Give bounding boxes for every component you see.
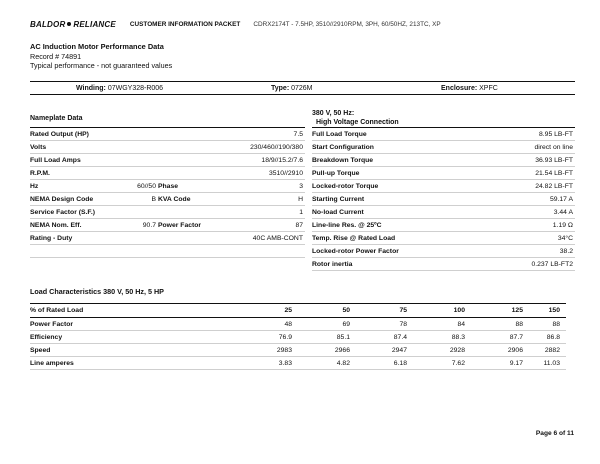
nameplate-row — [30, 180, 305, 193]
load-row-label: Line amperes — [30, 360, 74, 367]
baldor-reliance-logo: BALDOR RELIANCE — [30, 19, 116, 29]
nameplate-label: Hz — [30, 183, 39, 190]
nameplate-value: 60//50 — [137, 183, 156, 190]
performance-label: Temp. Rise @ Rated Load — [312, 235, 396, 242]
load-row — [30, 344, 566, 357]
nameplate-row — [30, 245, 305, 258]
performance-label: No-load Current — [312, 209, 364, 216]
record-number: Record # 74891 — [30, 51, 82, 61]
column-header: 50 — [342, 307, 350, 314]
nameplate-row — [30, 128, 305, 141]
load-characteristics-table — [30, 303, 566, 370]
nameplate-value: 230/460//190/380 — [250, 144, 303, 151]
performance-row — [312, 206, 575, 219]
performance-table — [312, 108, 575, 271]
load-cell: 88 — [515, 321, 523, 328]
nameplate-value: 90.7 — [142, 222, 156, 229]
performance-row — [312, 258, 575, 271]
nameplate-heading: Nameplate Data — [30, 108, 305, 128]
nameplate-label: Power Factor — [158, 222, 202, 229]
performance-label: Locked-rotor Torque — [312, 183, 379, 190]
nameplate-value: 18/9//15.2/7.6 — [261, 157, 303, 164]
nameplate-row — [30, 167, 305, 180]
document-title: AC Induction Motor Performance Data — [30, 42, 164, 51]
load-cell: 85.1 — [336, 334, 350, 341]
performance-value: 59.17 A — [549, 196, 573, 203]
nameplate-label: Volts — [30, 144, 47, 151]
performance-label: Rotor inertia — [312, 261, 353, 268]
load-cell: 3.83 — [278, 360, 292, 367]
load-row — [30, 331, 566, 344]
nameplate-label: R.P.M. — [30, 170, 50, 177]
performance-value: 0.237 LB-FT2 — [531, 261, 573, 268]
column-header: 75 — [399, 307, 407, 314]
nameplate-label: NEMA Nom. Eff. — [30, 222, 82, 229]
nameplate-label: Rated Output (HP) — [30, 131, 89, 138]
type-field: Type: 0726M — [271, 85, 313, 92]
load-cell: 6.18 — [393, 360, 407, 367]
nameplate-value: 7.5 — [293, 131, 303, 138]
load-cell: 48 — [284, 321, 292, 328]
performance-label: Start Configuration — [312, 144, 374, 151]
winding-field: Winding: 07WGY328-R006 — [76, 85, 164, 92]
column-header: 125 — [511, 307, 523, 314]
nameplate-value: 87 — [295, 222, 303, 229]
performance-label: Full Load Torque — [312, 131, 367, 138]
performance-row — [312, 128, 575, 141]
enclosure-field: Enclosure: XPFC — [441, 85, 498, 92]
performance-row — [312, 154, 575, 167]
performance-label: Starting Current — [312, 196, 365, 203]
nameplate-row — [30, 219, 305, 232]
performance-row — [312, 193, 575, 206]
performance-heading: 380 V, 50 Hz: High Voltage Connection — [312, 108, 575, 128]
page-number: Page 6 of 11 — [535, 430, 574, 437]
nameplate-value: H — [298, 196, 303, 203]
performance-value: 34°C — [557, 235, 573, 242]
nameplate-label: Phase — [158, 183, 179, 190]
load-row-label: Power Factor — [30, 321, 74, 328]
nameplate-value: 1 — [299, 209, 303, 216]
load-row-label: Speed — [30, 347, 51, 354]
load-cell: 69 — [342, 321, 350, 328]
nameplate-label: Service Factor (S.F.) — [30, 209, 95, 216]
nameplate-value: 40C AMB-CONT — [252, 235, 303, 242]
load-cell: 76.9 — [278, 334, 292, 341]
load-cell: 2906 — [507, 347, 523, 354]
nameplate-value: B — [151, 196, 156, 203]
performance-row — [312, 232, 575, 245]
load-cell: 2947 — [391, 347, 407, 354]
load-cell: 86.8 — [546, 334, 560, 341]
load-cell: 4.82 — [336, 360, 350, 367]
nameplate-label: Rating - Duty — [30, 235, 73, 242]
nameplate-table — [30, 108, 305, 258]
nameplate-row — [30, 141, 305, 154]
performance-row — [312, 167, 575, 180]
nameplate-label: KVA Code — [158, 196, 191, 203]
column-header: 25 — [284, 307, 292, 314]
load-cell: 88.3 — [451, 334, 465, 341]
performance-value: direct on line — [534, 144, 573, 151]
performance-row — [312, 141, 575, 154]
load-cell: 87.4 — [393, 334, 407, 341]
load-row — [30, 318, 566, 331]
nameplate-row — [30, 206, 305, 219]
motor-summary-bar — [30, 81, 575, 95]
load-cell: 9.17 — [509, 360, 523, 367]
performance-value: 38.2 — [559, 248, 573, 255]
performance-row — [312, 180, 575, 193]
performance-row — [312, 219, 575, 232]
nameplate-row — [30, 154, 305, 167]
document-heading — [30, 42, 172, 71]
performance-value: 24.82 LB-FT — [535, 183, 573, 190]
catalog-description: CDRX2174T - 7.5HP, 3510//2910RPM, 3PH, 60/50HZ, 213TC, XP — [253, 20, 441, 28]
load-cell: 84 — [457, 321, 465, 328]
load-row-label: Efficiency — [30, 334, 63, 341]
load-cell: 2928 — [449, 347, 465, 354]
load-cell: 2882 — [544, 347, 560, 354]
performance-note: Typical performance - not guaranteed values — [30, 61, 173, 70]
nameplate-label: NEMA Design Code — [30, 196, 94, 203]
load-cell: 78 — [399, 321, 407, 328]
column-header: % of Rated Load — [30, 307, 84, 314]
load-cell: 2983 — [276, 347, 292, 354]
performance-label: Line-line Res. @ 25ºC — [312, 222, 382, 229]
nameplate-label: Full Load Amps — [30, 157, 81, 164]
performance-value: 1.19 Ω — [552, 222, 573, 229]
load-cell: 11.03 — [543, 360, 560, 367]
performance-value: 3.44 A — [553, 209, 573, 216]
page-header — [30, 18, 575, 30]
nameplate-value: 3 — [299, 183, 303, 190]
column-header: 150 — [548, 307, 560, 314]
nameplate-row — [30, 232, 305, 245]
load-cell: 88 — [552, 321, 560, 328]
performance-value: 21.54 LB-FT — [535, 170, 573, 177]
load-characteristics-title: Load Characteristics 380 V, 50 Hz, 5 HP — [30, 287, 164, 296]
performance-value: 36.93 LB-FT — [535, 157, 573, 164]
nameplate-value: 3510//2910 — [268, 170, 303, 177]
load-cell: 7.62 — [451, 360, 465, 367]
load-table-header — [30, 304, 566, 318]
nameplate-row — [30, 193, 305, 206]
load-cell: 2966 — [334, 347, 350, 354]
column-header: 100 — [453, 307, 465, 314]
performance-label: Breakdown Torque — [312, 157, 374, 164]
performance-label: Locked-rotor Power Factor — [312, 248, 399, 255]
performance-row — [312, 245, 575, 258]
packet-title: CUSTOMER INFORMATION PACKET — [129, 20, 241, 28]
load-cell: 87.7 — [509, 334, 523, 341]
performance-label: Pull-up Torque — [312, 170, 360, 177]
load-row — [30, 357, 566, 370]
performance-value: 8.95 LB-FT — [539, 131, 573, 138]
